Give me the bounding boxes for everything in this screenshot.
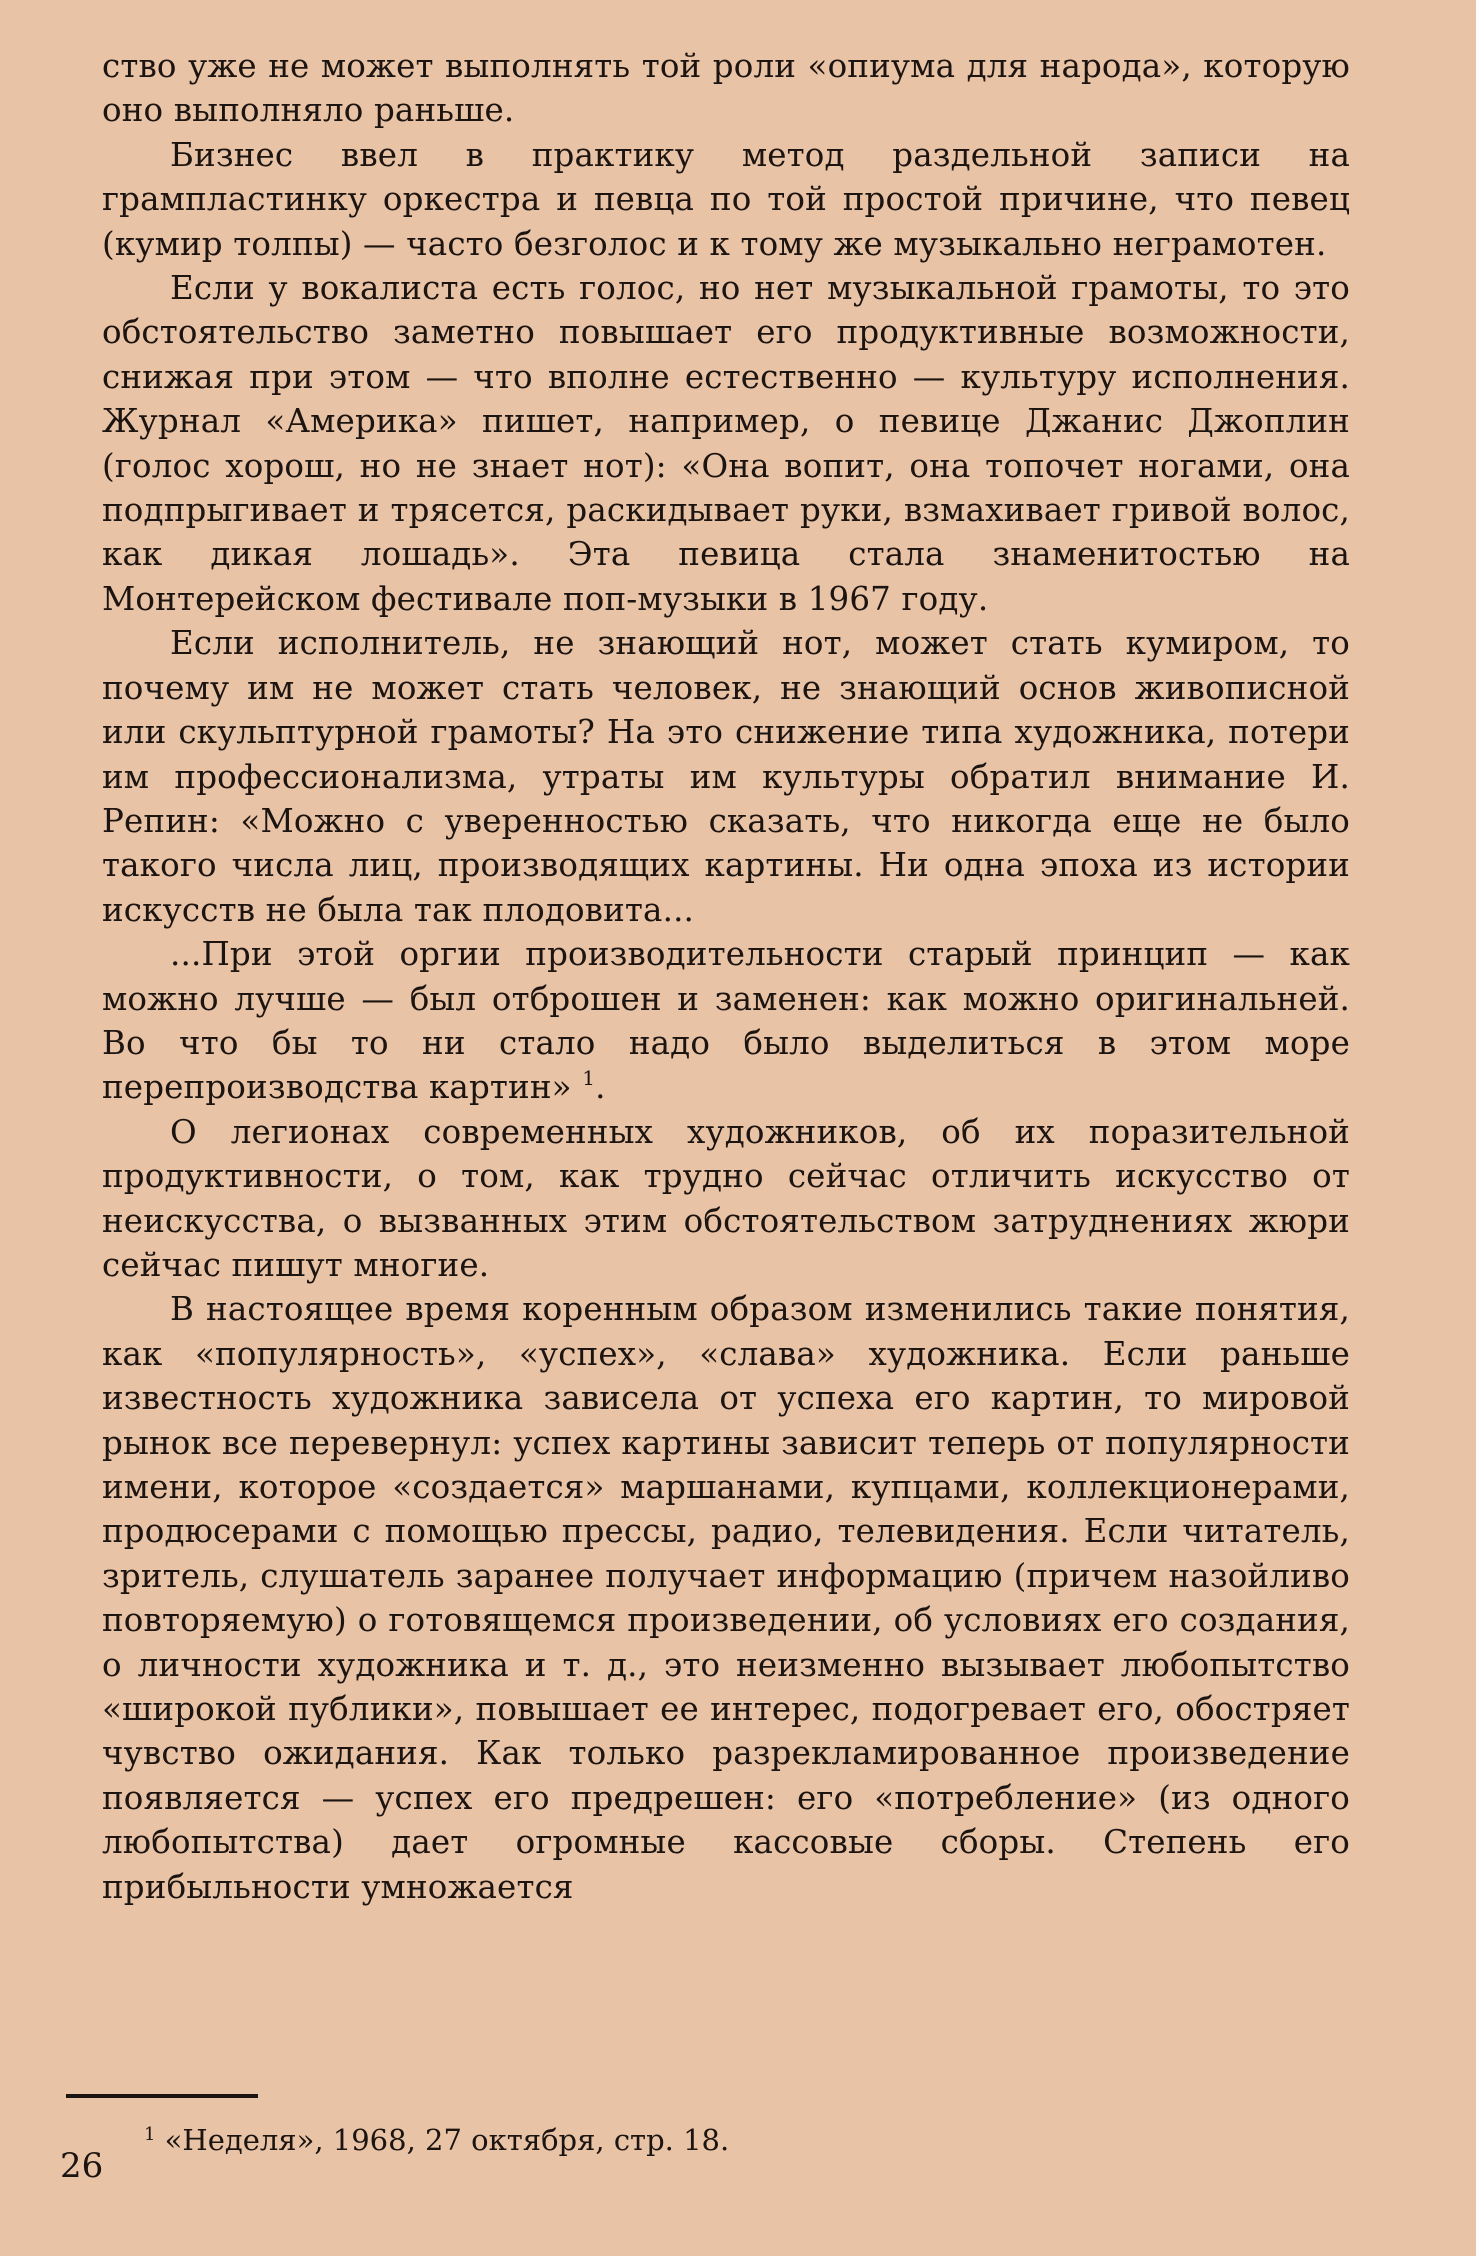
paragraph: Если исполнитель, не знающий нот, может стать кумиром, то почему им не может стать человек, не знающий основ живописной или скульптурной грамоты? На это снижение типа художника, потери им профессионализма, утраты им культуры обратил внимание И. Репин: «Можно с уверенностью сказать, что никогда еще не было такого числа лиц, производящих картины. Ни одна эпоха из истории искусств не была так плодовита...: [102, 624, 1350, 929]
body-text: [102, 44, 1350, 1909]
footnote-reference: 1: [582, 1066, 596, 1091]
footnote-marker: 1: [144, 2124, 156, 2145]
footnote-text: «Неделя», 1968, 27 октября, стр. 18.: [164, 2123, 730, 2157]
paragraph: ство уже не может выполнять той роли «опиума для народа», которую оно выполняло раньше.: [102, 47, 1350, 130]
paragraph: Если у вокалиста есть голос, но нет музыкальной грамоты, то это обстоятельство заметно повышает его продуктивные возможности, снижая при этом — что вполне естественно — культуру исполнения. Журнал «Америка» пишет, например, о певице Джанис Джоплин (голос хорош, но не знает нот): «Она вопит, она топочет ногами, она подпрыгивает и трясется, раскидывает руки, взмахивает гривой волос, как дикая лошадь». Эта певица стала знаменитостью на Монтерейском фестивале поп-музыки в 1967 году.: [102, 269, 1350, 618]
page-number: 26: [60, 2146, 104, 2186]
footnote: [144, 2120, 729, 2160]
footnote-separator: [66, 2094, 258, 2098]
paragraph: О легионах современных художников, об их поразительной продуктивности, о том, как трудно сейчас отличить искусство от неискусства, о вызванных этим обстоятельством затруднениях жюри сейчас пишут многие.: [102, 1112, 1350, 1284]
paragraph-text: ...При этой оргии производительности старый принцип — как можно лучше — был отброшен и заменен: как можно оригинальней. Во что бы то ни стало надо было выделиться в этом море перепроизводства картин»: [102, 935, 1350, 1107]
paragraph: В настоящее время коренным образом изменились такие понятия, как «популярность», «успех», «слава» художника. Если раньше известность художника зависела от успеха его картин, то мировой рынок все перевернул: успех картины зависит теперь от популярности имени, которое «создается» маршанами, купцами, коллекционерами, продюсерами с помощью прессы, радио, телевидения. Если читатель, зритель, слушатель заранее получает информацию (причем назойливо повторяемую) о готовящемся произведении, об условиях его создания, о личности художника и т. д., это неизменно вызывает любопытство «широкой публики», повышает ее интерес, подогревает его, обостряет чувство ожидания. Как только разрекламированное произведение появляется — успех его предрешен: его «потребление» (из одного любопытства) дает огромные кассовые сборы. Степень его прибыльности умножается: [102, 1290, 1350, 1906]
paragraph: Бизнес ввел в практику метод раздельной записи на грампластинку оркестра и певца по той простой причине, что певец (кумир толпы) — часто безголос и к тому же музыкально неграмотен.: [102, 135, 1350, 263]
paragraph-with-footnote-ref: ...При этой оргии производительности старый принцип — как можно лучше — был отброшен и заменен: как можно оригинальней. Во что бы то ни стало надо было выделиться в этом море перепроизводства картин» $^1$.: [102, 935, 1350, 1107]
